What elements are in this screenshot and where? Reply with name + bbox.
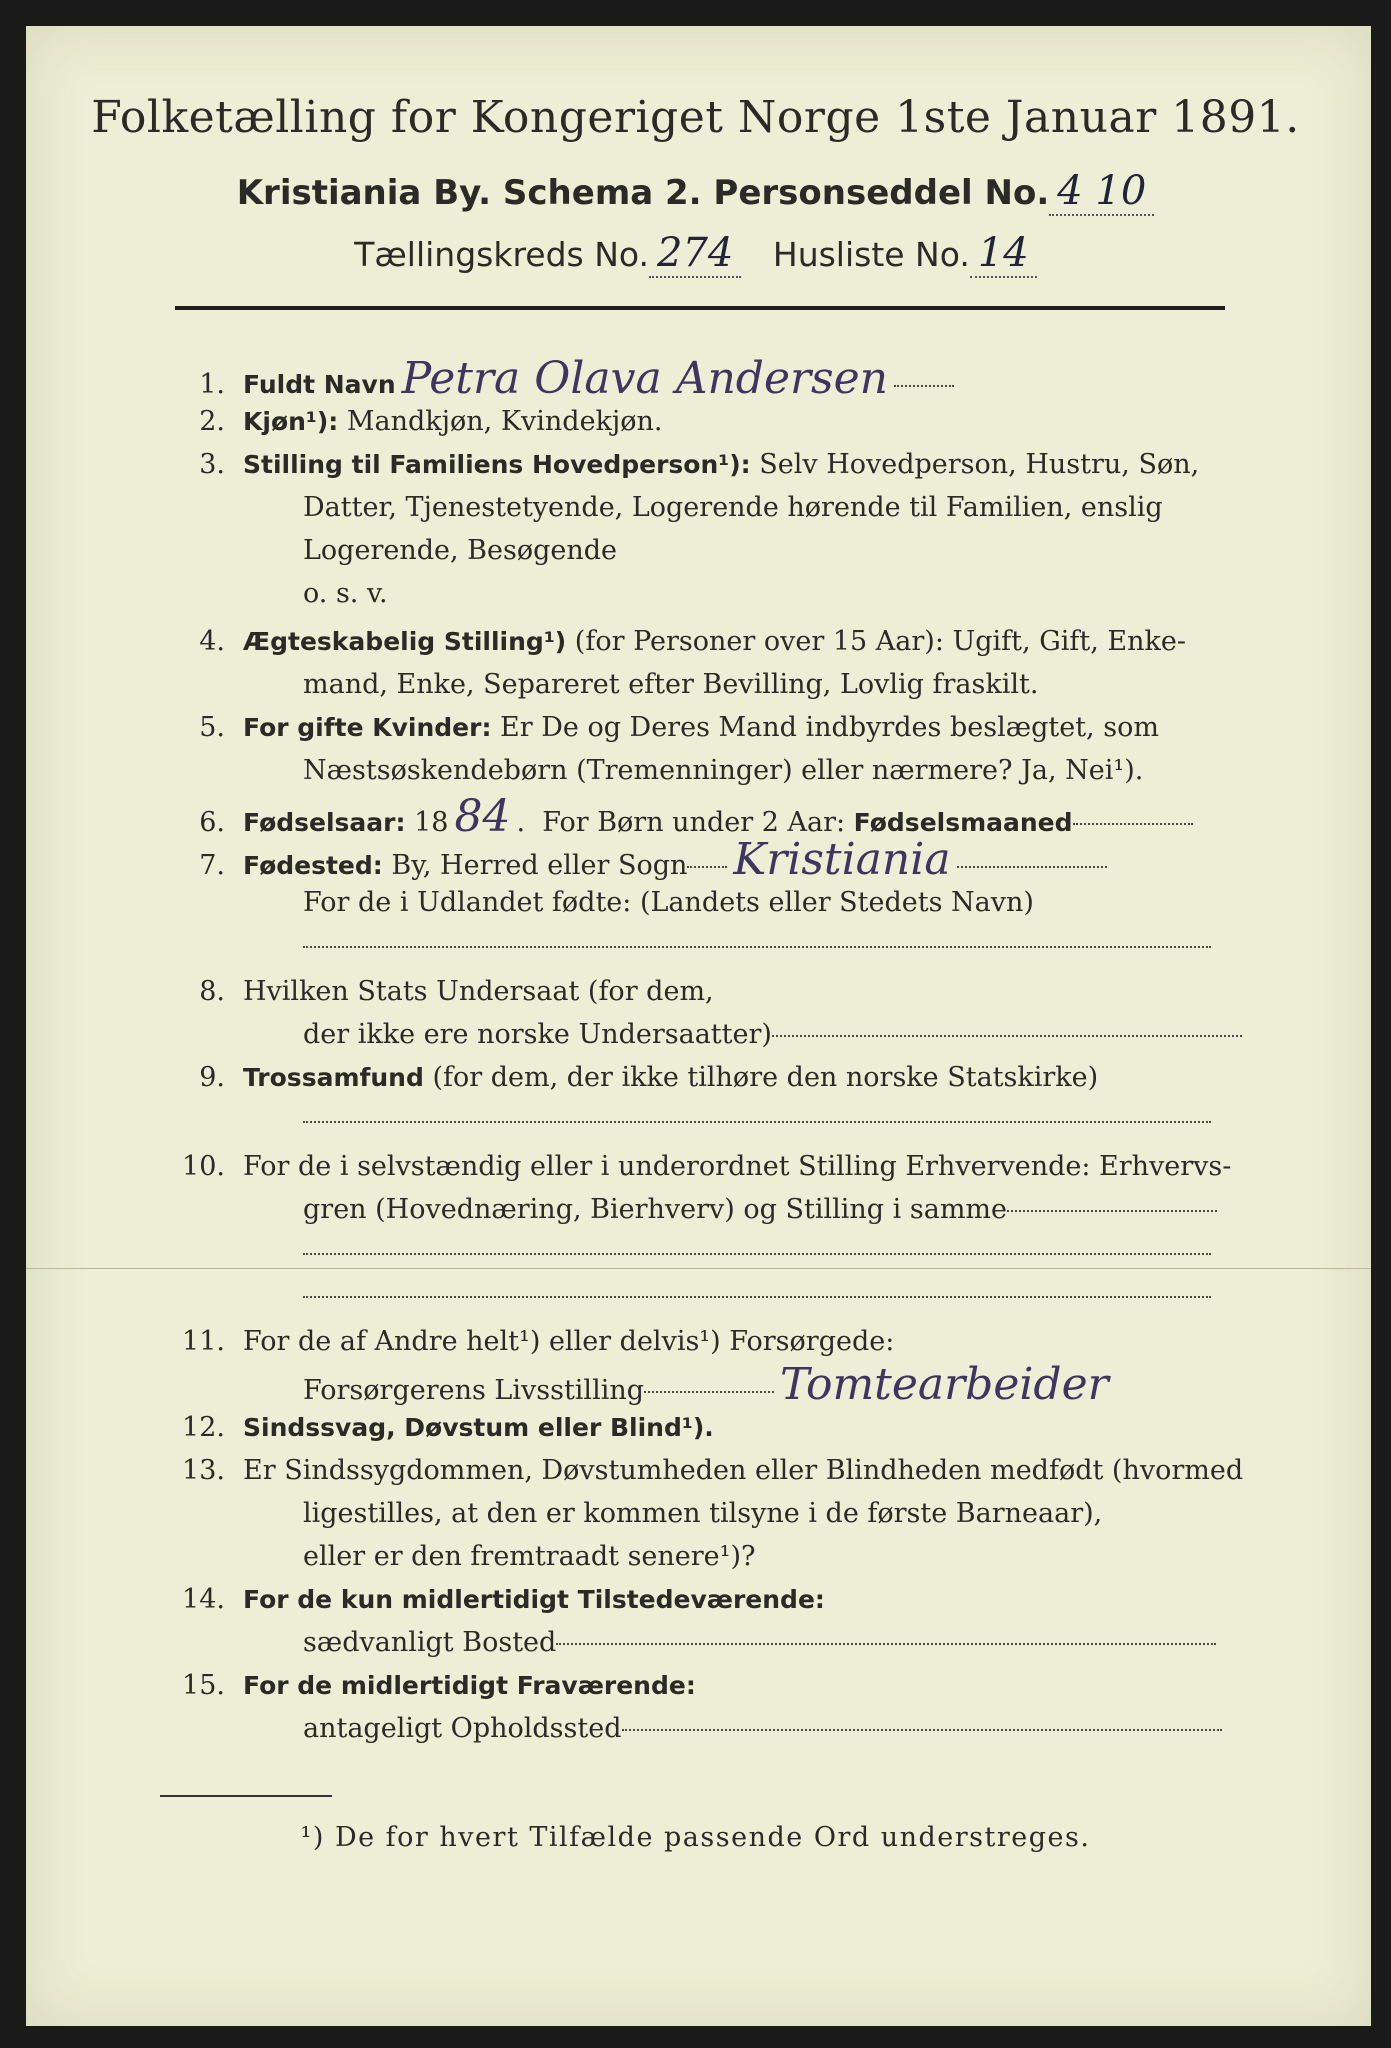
schema-line: Kristiania By. Schema 2. Personseddel No.: [236, 173, 1050, 213]
husliste-number: 14: [970, 230, 1037, 278]
district-line: [0, 230, 1391, 276]
birthplace-answer: Kristiania: [733, 834, 951, 885]
item-2: 2. Kjøn¹): Mandkjøn, Kvindekjøn.: [199, 406, 663, 437]
form-subtitle: [0, 168, 1391, 214]
item-8: 8. Hvilken Stats Undersaat (for dem,: [199, 976, 714, 1007]
birth-year-answer: 84: [454, 791, 511, 842]
footnote-rule: [160, 1795, 332, 1797]
item-6: 6. Fødselsaar: 18 84 . For Børn under 2 Aar: Fødselsmaaned: [165, 800, 1225, 840]
personseddel-number: 4 10: [1049, 168, 1154, 216]
provider-occupation-answer: Tomtearbeider: [780, 1359, 1109, 1410]
item-5: 5. For gifte Kvinder: Er De og Deres Mand indbyrdes beslægtet, som: [199, 712, 1159, 743]
taellingskreds-number: 274: [649, 230, 741, 278]
item-10: 10. For de i selvstændig eller i underordnet Stilling Erhvervende: Erhvervs-: [182, 1151, 1232, 1182]
item-3: 3. Stilling til Familiens Hovedperson¹): Selv Hovedperson, Hustru, Søn,: [199, 449, 1200, 480]
item-15: 15. For de midlertidigt Fraværende:: [182, 1670, 696, 1701]
item-1: 1. Fuldt Navn Petra Olava Andersen: [165, 362, 1225, 402]
item-12: 12. Sindssvag, Døvstum eller Blind¹).: [182, 1412, 714, 1443]
item-9: 9. Trossamfund (for dem, der ikke tilhøre den norske Statskirke): [199, 1062, 1099, 1093]
page-fold: [26, 1268, 1371, 1269]
header-rule: [175, 306, 1225, 310]
form-title: Folketælling for Kongeriget Norge 1ste Januar 1891.: [91, 92, 1300, 143]
item-7: 7. Fødested: By, Herred eller Sogn Kristiania: [165, 843, 1225, 883]
husliste-label: Husliste No.: [772, 235, 970, 274]
taellingskreds-label: Tællingskreds No.: [354, 235, 650, 274]
item-11: 11. For de af Andre helt¹) eller delvis¹) Forsørgede:: [182, 1326, 895, 1357]
item-4: 4. Ægteskabelig Stilling¹) (for Personer over 15 Aar): Ugift, Gift, Enke-: [199, 626, 1186, 657]
name-answer: Petra Olava Andersen: [401, 353, 889, 404]
item-13: 13. Er Sindssygdommen, Døvstumheden eller Blindheden medfødt (hvormed: [182, 1455, 1244, 1486]
item-14: 14. For de kun midlertidigt Tilstedeværende:: [182, 1584, 825, 1615]
footnote: ¹) De for hvert Tilfælde passende Ord understreges.: [300, 1822, 1091, 1853]
